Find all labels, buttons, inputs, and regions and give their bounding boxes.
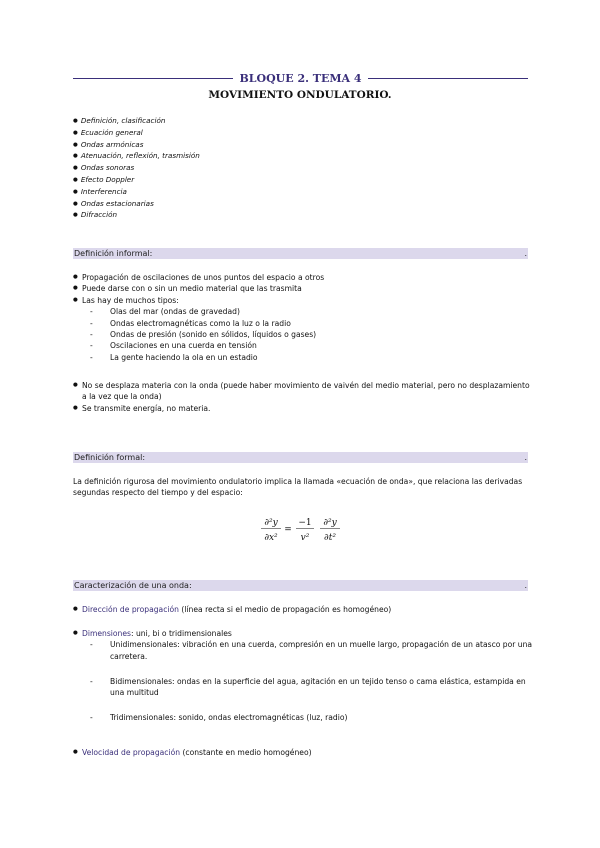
wave-type-item: - Ondas electromagnéticas como la luz o la radio	[73, 318, 533, 329]
section-heading-dot: .	[524, 581, 527, 590]
topic-item: ● Definición, clasificación	[73, 116, 200, 128]
topic-item: ● Ondas armónicas	[73, 140, 200, 152]
topic-item: ● Atenuación, reflexión, trasmisión	[73, 151, 200, 163]
velocidad-text: (constante en medio homogéneo)	[180, 748, 312, 757]
coef-numerator: −1	[298, 518, 312, 528]
note-item: ● No se desplaza materia con la onda (puede haber movimiento de vaivén del medio material, pero no desplazamiento a la vez que la onda)	[73, 380, 533, 403]
block-header	[73, 71, 528, 85]
dimensiones-label: Dimensiones	[82, 629, 131, 638]
wave-equation	[259, 512, 349, 550]
bullet-item	[73, 628, 533, 639]
dimension-tri-block	[73, 712, 533, 723]
velocidad-item	[73, 747, 533, 758]
wave-type-item: - Olas del mar (ondas de gravedad)	[73, 306, 533, 317]
bullet-item	[73, 604, 533, 615]
dimension-bi: - Bidimensionales: ondas en la superficie del agua, agitación en un tejido tenso o cama elástica, estampida en una multitud	[73, 676, 533, 699]
section-heading-formal	[73, 452, 528, 463]
section-heading-informal	[73, 248, 528, 259]
dimensiones-text: : uni, bi o tridimensionales	[131, 629, 232, 638]
lhs-denominator: ∂x²	[264, 533, 278, 543]
velocidad-label: Velocidad de propagación	[82, 748, 181, 757]
wave-type-item: - Oscilaciones en una cuerda en tensión	[73, 340, 533, 351]
note-item: ● Se transmite energía, no materia.	[73, 403, 533, 414]
dimensiones-item	[73, 628, 533, 662]
topic-item: ● Efecto Doppler	[73, 175, 200, 187]
equals-sign: =	[284, 525, 292, 535]
bullet-item	[73, 747, 533, 758]
section-heading-dot: .	[524, 249, 527, 258]
formal-paragraph	[73, 476, 533, 499]
section-heading-text: Caracterización de una onda:	[74, 581, 192, 590]
section-heading-text: Definición formal:	[74, 453, 146, 462]
section-heading-dot: .	[524, 453, 527, 462]
section-heading-caracterizacion	[73, 580, 528, 591]
topic-item: ● Interferencia	[73, 187, 200, 199]
coef-denominator: v²	[300, 533, 310, 543]
direccion-label: Dirección de propagación	[82, 605, 179, 614]
direccion-item	[73, 604, 533, 615]
rhs-denominator: ∂t²	[324, 533, 336, 543]
page-title: MOVIMIENTO ONDULATORIO.	[208, 89, 392, 101]
lhs-numerator: ∂²y	[264, 518, 278, 528]
dimension-tri: - Tridimensionales: sonido, ondas electromagnéticas (luz, radio)	[73, 712, 533, 723]
rhs-numerator: ∂²y	[323, 518, 337, 528]
topic-item: ● Ondas sonoras	[73, 163, 200, 175]
wave-type-item: - La gente haciendo la ola en un estadio	[73, 352, 533, 363]
topic-item: ● Difracción	[73, 210, 200, 222]
bullet-item: ● Las hay de muchos tipos:	[73, 295, 533, 306]
header-rule-right	[368, 78, 528, 79]
bullet-item: ● Puede darse con o sin un medio material que las trasmita	[73, 283, 533, 294]
topics-list	[73, 116, 200, 222]
bullet-item: ● Propagación de oscilaciones de unos puntos del espacio a otros	[73, 272, 533, 283]
informal-notes	[73, 380, 533, 414]
formal-text: La definición rigurosa del movimiento ondulatorio implica la llamada «ecuación de onda», que relaciona las derivadas segundas respecto del tiempo y del espacio:	[73, 477, 523, 498]
topic-item: ● Ondas estacionarias	[73, 199, 200, 211]
header-rule-left	[73, 78, 233, 79]
block-label: BLOQUE 2. TEMA 4	[239, 71, 362, 85]
dimension-bi-block	[73, 676, 533, 699]
direccion-text: (línea recta si el medio de propagación es homogéneo)	[178, 605, 392, 614]
wave-type-item: - Ondas de presión (sonido en sólidos, líquidos o gases)	[73, 329, 533, 340]
section-heading-text: Definición informal:	[74, 249, 153, 258]
informal-content	[73, 272, 533, 363]
topic-item: ● Ecuación general	[73, 128, 200, 140]
dimension-uni: - Unidimensionales: vibración en una cuerda, compresión en un muelle largo, propagación de un atasco por una carretera.	[73, 639, 533, 662]
